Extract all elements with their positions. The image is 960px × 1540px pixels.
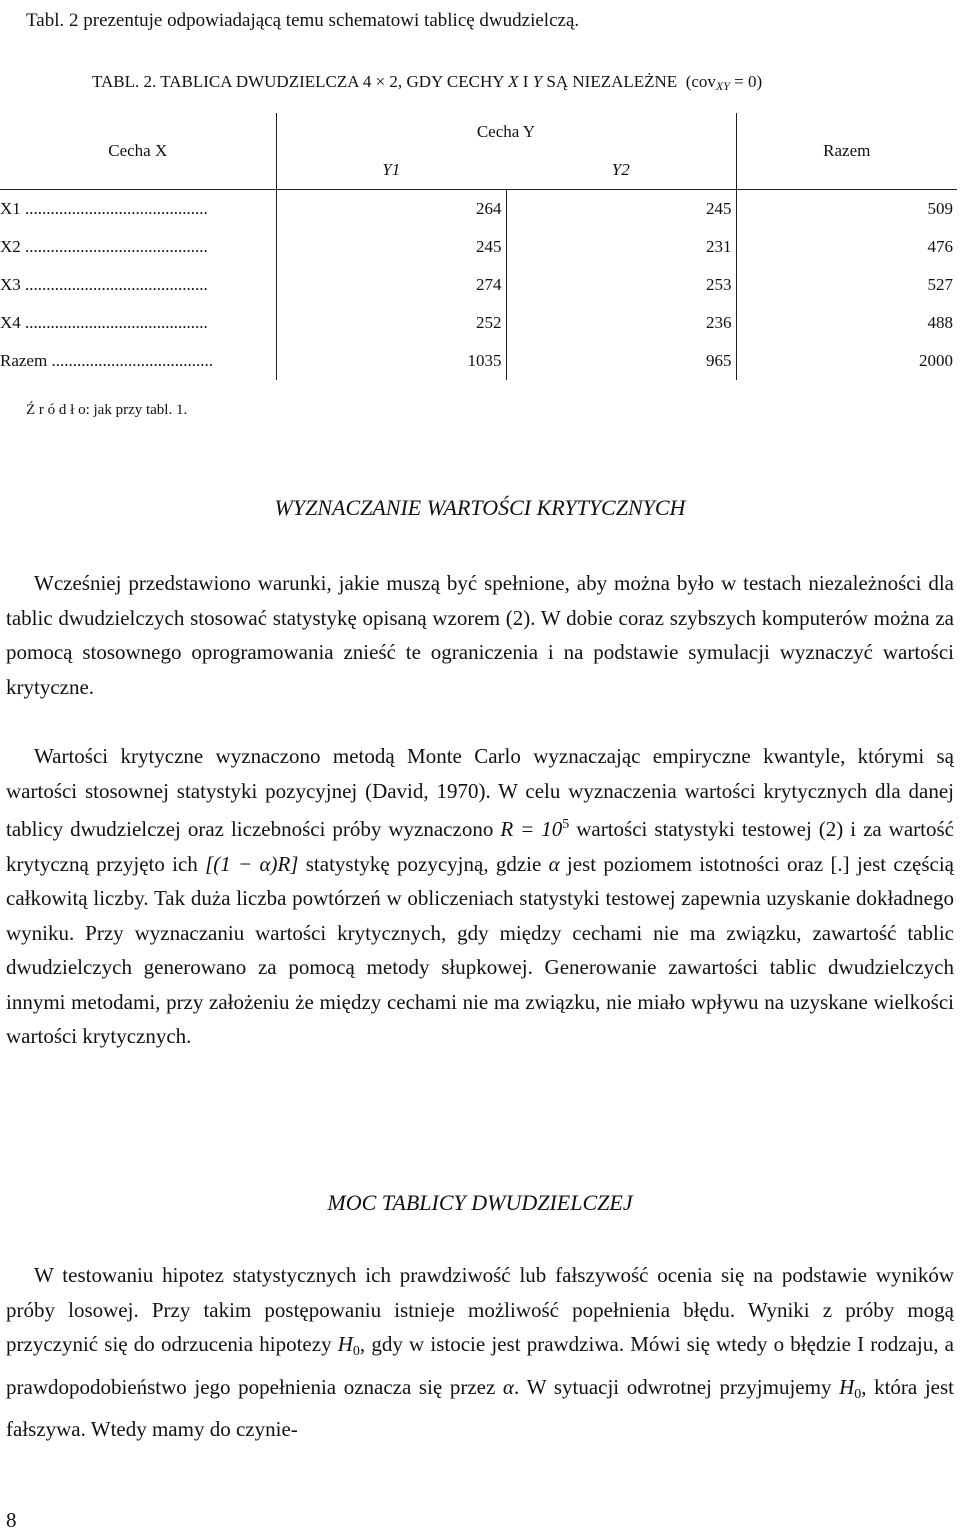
cell-total: 509: [736, 190, 957, 229]
cell-total: 527: [736, 266, 957, 304]
row-label: X1 ...........................................: [0, 199, 208, 218]
table-title-dims: 4 × 2,: [362, 72, 403, 91]
cell-y1: 252: [276, 304, 506, 342]
table-title-and: I: [522, 72, 529, 91]
page-number: 8: [6, 1508, 17, 1532]
table-title-cov-sub: XY: [715, 79, 730, 93]
paragraph-3: W testowaniu hipotez statystycznych ich prawdziwość lub fałszywość ocenia się na podstawie wyników próby losowej. Przy takim postępowaniu istnieje możliwość popełnienia błędu. Wyniki z próby mogą przyczynić się do odrzucenia hipotezy $H_0$, gdy w istocie jest prawdziwa. Mówi się wtedy o błędzie I rodzaju, a prawdopodobieństwo jego popełnienia oznacza się przez α. W sytuacji odwrotnej przyjmujemy $H_0$, która jest fałszywa. Wtedy mamy do czynie-: [6, 1263, 954, 1441]
table-row-total: [0, 342, 957, 380]
paragraph-2: Wartości krytyczne wyznaczono metodą Monte Carlo wyznaczając empiryczne kwantyle, którymi są wartości stosownej statystyki pozycyjnej (David, 1970). W celu wyznaczenia wartości krytycznych dla danej tablicy dwudzielczej oraz liczebności próby wyznaczono $R = 10^5$ wartości statystyki testowej (2) i za wartość krytyczną przyjęto ich [(1 − α)R] statystykę pozycyjną, gdzie α jest poziomem istotności oraz [.] jest częścią całkowitą liczby. Tak duża liczba powtórzeń w obliczeniach statystyki testowej zapewnia uzyskanie dokładnego wyniku. Przy wyznaczaniu wartości krytycznych, gdy między cechami nie ma związku, zawartość tablic dwudzielczych generowano za pomocą metody słupkowej. Generowanie zawartości tablic dwudzielczych innymi metodami, przy założeniu że między cechami nie ma związku, nie miało wpływu na uzyskane wielkości wartości krytycznych.: [6, 744, 954, 1048]
table-title-cov-end: = 0): [734, 72, 763, 91]
table-title-cov: (cov: [685, 72, 716, 91]
cell-y1: 274: [276, 266, 506, 304]
cell-y2: 965: [506, 342, 736, 380]
row-label: X2 ...........................................: [0, 237, 208, 256]
cell-total: 476: [736, 228, 957, 266]
header-cecha-x: Cecha X: [0, 113, 276, 190]
cell-y2: 231: [506, 228, 736, 266]
header-cecha-y: Cecha Y: [276, 113, 736, 151]
h0-symbol: $H_0$: [337, 1332, 360, 1359]
table-row: [0, 228, 957, 266]
table-row: [0, 190, 957, 229]
intro-sentence: Tabl. 2 prezentuje odpowiadającą temu schematowi tablicę dwudzielczą.: [26, 10, 580, 31]
table-row: [0, 266, 957, 304]
table-title-y: Y: [532, 72, 543, 91]
table-title-suffix: SĄ NIEZALEŻNE: [546, 72, 678, 91]
table-title-x: X: [508, 72, 519, 91]
table-title-prefix: TABL. 2. TABLICA DWUDZIELCZA: [92, 72, 359, 91]
cell-y1: 245: [276, 228, 506, 266]
row-label: X4 ...........................................: [0, 313, 208, 332]
table-title-mid: GDY CECHY: [406, 72, 504, 91]
table-title: [92, 72, 762, 94]
cell-y2: 236: [506, 304, 736, 342]
cell-total: 2000: [736, 342, 957, 380]
cell-y1: 1035: [276, 342, 506, 380]
alpha-symbol: α: [548, 851, 560, 876]
cell-total: 488: [736, 304, 957, 342]
cell-y1: 264: [276, 190, 506, 229]
h0-symbol-2: $H_0$: [839, 1374, 862, 1402]
paragraph-1: Wcześniej przedstawiono warunki, jakie muszą być spełnione, aby można było w testach niezależności dla tablic dwudzielczych stosować statystykę opisaną wzorem (2). W dobie coraz szybszych komputerów można za pomocą stosownego oprogramowania znieść te ograniczenia i na podstawie symulacji wyznaczyć wartości krytyczne.: [6, 571, 954, 699]
cell-y2: 245: [506, 190, 736, 229]
header-razem: Razem: [736, 113, 957, 190]
contingency-table: [0, 113, 957, 380]
header-y1: Y1: [276, 151, 506, 190]
table-row: [0, 304, 957, 342]
formula-quantile: [(1 − α)R]: [205, 851, 299, 876]
formula-r: $R = 10^5$: [500, 817, 570, 841]
cell-y2: 253: [506, 266, 736, 304]
section-heading-power: MOC TABLICY DWUDZIELCZEJ: [327, 1190, 633, 1215]
alpha-symbol-2: α: [502, 1374, 514, 1399]
section-heading-critical-values: WYZNACZANIE WARTOŚCI KRYTYCZNYCH: [274, 495, 686, 520]
row-label: Razem ......................................: [0, 351, 213, 370]
row-label: X3 ...........................................: [0, 275, 208, 294]
header-y2: Y2: [506, 151, 736, 190]
table-source: Ź r ó d ł o: jak przy tabl. 1.: [26, 402, 188, 418]
